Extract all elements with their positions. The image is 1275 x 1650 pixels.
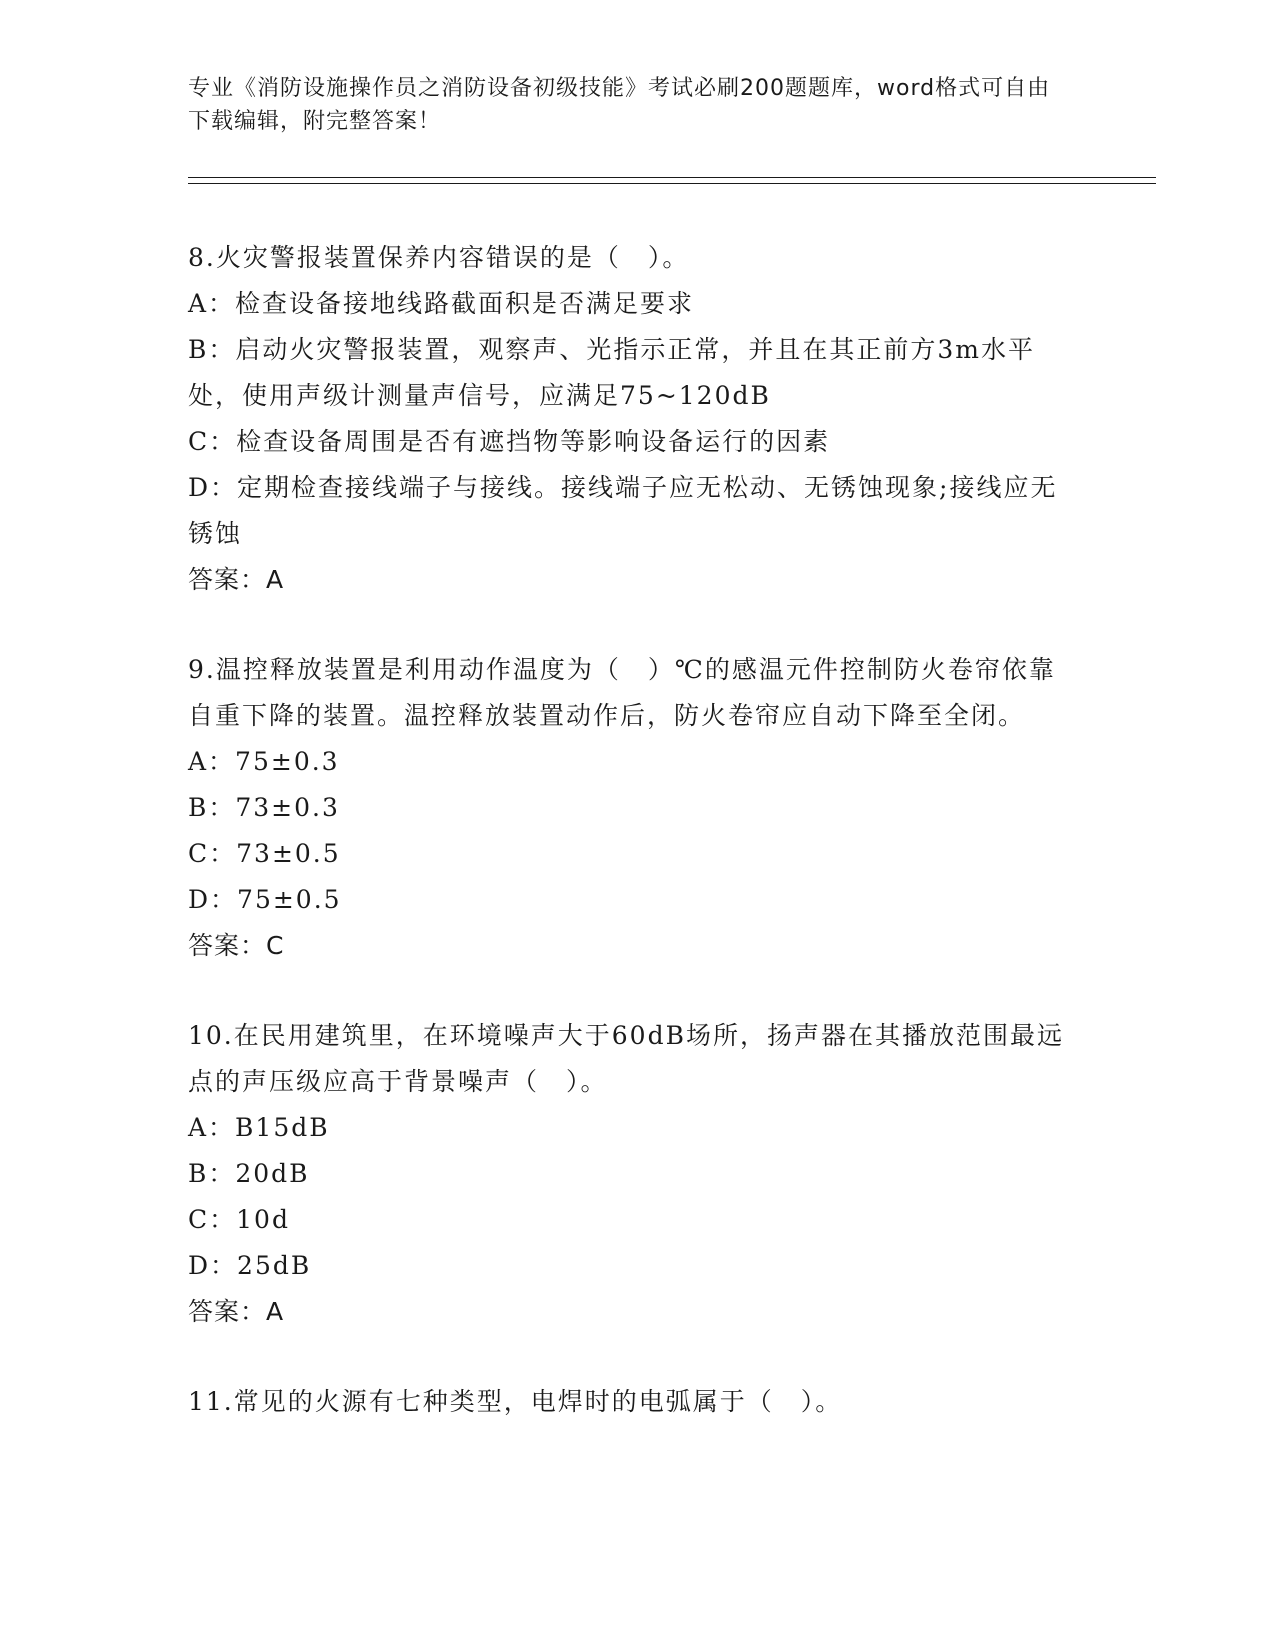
question-stem: 10.在民用建筑里，在环境噪声大于60dB场所，扬声器在其播放范围最远点的声压级应高于背景噪声（ ）。 bbox=[188, 1021, 1064, 1096]
document-header: 专业《消防设施操作员之消防设备初级技能》考试必刷200题题库，word格式可自由下载编辑，附完整答案！ bbox=[188, 76, 1051, 134]
option-a: A：检查设备接地线路截面积是否满足要求 bbox=[188, 289, 695, 318]
answer: 答案：C bbox=[188, 931, 285, 960]
header-rule-bottom bbox=[188, 183, 1156, 184]
question-stem: 11.常见的火源有七种类型，电焊时的电弧属于（ ）。 bbox=[188, 1387, 843, 1416]
header-rule-top bbox=[188, 177, 1156, 178]
option-b: B：20dB bbox=[188, 1159, 310, 1188]
question-11 bbox=[188, 1379, 1068, 1425]
option-a: A：B15dB bbox=[188, 1113, 330, 1142]
question-10 bbox=[188, 1013, 1068, 1335]
option-c: C：10d bbox=[188, 1205, 290, 1234]
option-d: D：25dB bbox=[188, 1251, 312, 1280]
option-c: C：73±0.5 bbox=[188, 839, 341, 868]
answer: 答案：A bbox=[188, 565, 285, 594]
question-9 bbox=[188, 647, 1068, 969]
question-list bbox=[188, 235, 1068, 1469]
answer: 答案：A bbox=[188, 1297, 285, 1326]
option-c: C：检查设备周围是否有遮挡物等影响设备运行的因素 bbox=[188, 427, 831, 456]
option-d: D：定期检查接线端子与接线。接线端子应无松动、无锈蚀现象;接线应无锈蚀 bbox=[188, 473, 1058, 548]
question-stem: 9.温控释放装置是利用动作温度为（ ）℃的感温元件控制防火卷帘依靠自重下降的装置。温控释放装置动作后，防火卷帘应自动下降至全闭。 bbox=[188, 655, 1056, 730]
option-b: B：启动火灾警报装置，观察声、光指示正常，并且在其正前方3m水平处，使用声级计测量声信号，应满足75~120dB bbox=[188, 335, 1035, 410]
option-d: D：75±0.5 bbox=[188, 885, 342, 914]
option-a: A：75±0.3 bbox=[188, 747, 340, 776]
option-b: B：73±0.3 bbox=[188, 793, 340, 822]
question-stem: 8.火灾警报装置保养内容错误的是（ ）。 bbox=[188, 243, 690, 272]
question-8 bbox=[188, 235, 1068, 603]
